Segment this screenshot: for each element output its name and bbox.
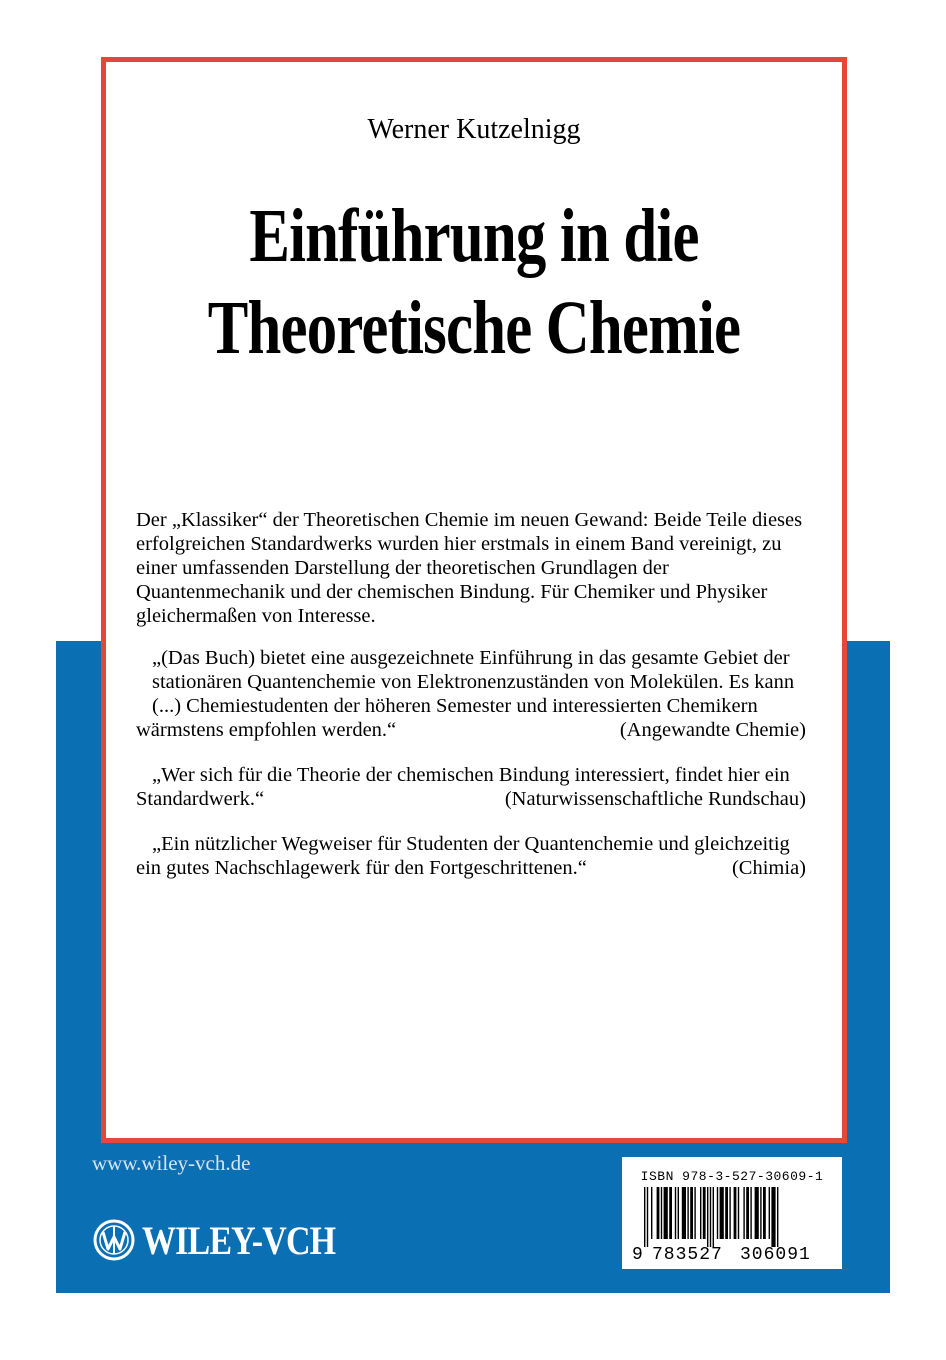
review-quote xyxy=(136,832,806,880)
barcode-bar xyxy=(700,1187,701,1239)
barcode-bar xyxy=(694,1187,695,1239)
barcode-bar xyxy=(707,1187,708,1247)
barcode-bar xyxy=(763,1187,766,1239)
barcode-bar xyxy=(771,1187,775,1247)
barcode-bar xyxy=(750,1187,751,1239)
quote-source: (Chimia) xyxy=(731,857,806,879)
review-quote xyxy=(136,646,806,742)
barcode-bar xyxy=(675,1187,676,1239)
publisher-website[interactable]: www.wiley-vch.de xyxy=(92,1151,251,1175)
barcode-bar xyxy=(647,1187,648,1247)
barcode-bar xyxy=(657,1187,660,1239)
quote-last-line xyxy=(136,718,806,742)
barcode-bar xyxy=(678,1187,679,1239)
quote-line: stationären Quantenchemie von Elektronenzuständen von Molekülen. Es kann xyxy=(152,671,795,693)
barcode-icon xyxy=(630,1187,834,1263)
title-line-1: Einführung in die xyxy=(249,194,699,278)
quote-line: ein gutes Nachschlagewerk für den Fortgeschrittenen.“ xyxy=(136,857,587,879)
back-cover-text xyxy=(136,508,806,901)
book-title xyxy=(180,190,769,374)
isbn-barcode-box xyxy=(622,1157,842,1269)
barcode-bar xyxy=(755,1187,759,1239)
barcode-bar xyxy=(664,1187,668,1239)
description-paragraph: Der „Klassiker“ der Theoretischen Chemie im neuen Gewand: Beide Teile dieses erfolgreichen Standardwerks wurden hier erstmals in einem Band vereinigt, zu einer umfassenden Darstellung der theoretischen Grundlagen der Quantenmechanik und der chemischen Bindung. Für Chemiker und Physiker gleichermaßen von Interesse. xyxy=(136,509,803,627)
quote-last-line xyxy=(136,856,806,880)
barcode-bar xyxy=(777,1187,778,1247)
barcode-left-digits: 783527 xyxy=(652,1245,723,1263)
barcode-bar xyxy=(710,1187,711,1247)
quote-line: (...) Chemiestudenten der höheren Semester und interessierten Chemikern xyxy=(152,695,758,717)
barcode-bar xyxy=(734,1187,737,1239)
barcode-bar xyxy=(760,1187,761,1239)
barcode-bar xyxy=(644,1187,645,1247)
barcode-bar xyxy=(690,1187,693,1239)
cover-panel xyxy=(101,57,847,1143)
barcode-bar xyxy=(725,1187,728,1239)
barcode-bar xyxy=(669,1187,672,1239)
logo-text: WILEY-VCH xyxy=(142,1217,336,1263)
quote-source: (Angewandte Chemie) xyxy=(619,719,806,741)
publisher-logo xyxy=(92,1214,369,1266)
barcode-bar xyxy=(713,1187,714,1247)
barcode-bar xyxy=(743,1187,744,1239)
barcode-first-digit: 9 xyxy=(632,1245,643,1263)
quote-line: Standardwerk.“ xyxy=(136,788,265,810)
quote-line: „Wer sich für die Theorie der chemischen Bindung interessiert, findet hier ein xyxy=(152,764,790,786)
quote-line: „(Das Buch) bietet eine ausgezeichnete Einführung in das gesamte Gebiet der xyxy=(152,647,790,669)
quote-source: (Naturwissenschaftliche Rundschau) xyxy=(504,788,806,810)
barcode-bar xyxy=(738,1187,739,1239)
barcode-bar xyxy=(769,1187,770,1239)
barcode-bar xyxy=(682,1187,686,1239)
barcode-bar xyxy=(661,1187,662,1239)
title-line-2: Theoretische Chemie xyxy=(207,286,741,370)
quote-last-line xyxy=(136,787,806,811)
barcode-bar xyxy=(729,1187,730,1239)
barcode-bar xyxy=(703,1187,706,1239)
isbn-label: ISBN 978-3-527-30609-1 xyxy=(640,1169,824,1184)
quote-line: wärmstens empfohlen werden.“ xyxy=(136,719,397,741)
wiley-emblem-icon xyxy=(92,1218,136,1262)
author-name: Werner Kutzelnigg xyxy=(367,114,581,145)
barcode-right-digits: 306091 xyxy=(740,1245,811,1263)
quote-line: „Ein nützlicher Wegweiser für Studenten der Quantenchemie und gleichzeitig xyxy=(152,833,790,855)
barcode-bar xyxy=(746,1187,749,1239)
barcode-bar xyxy=(717,1187,718,1239)
barcode-bar xyxy=(720,1187,724,1239)
barcode-bar xyxy=(651,1187,652,1239)
barcode-bar xyxy=(687,1187,688,1239)
review-quote xyxy=(136,763,806,811)
